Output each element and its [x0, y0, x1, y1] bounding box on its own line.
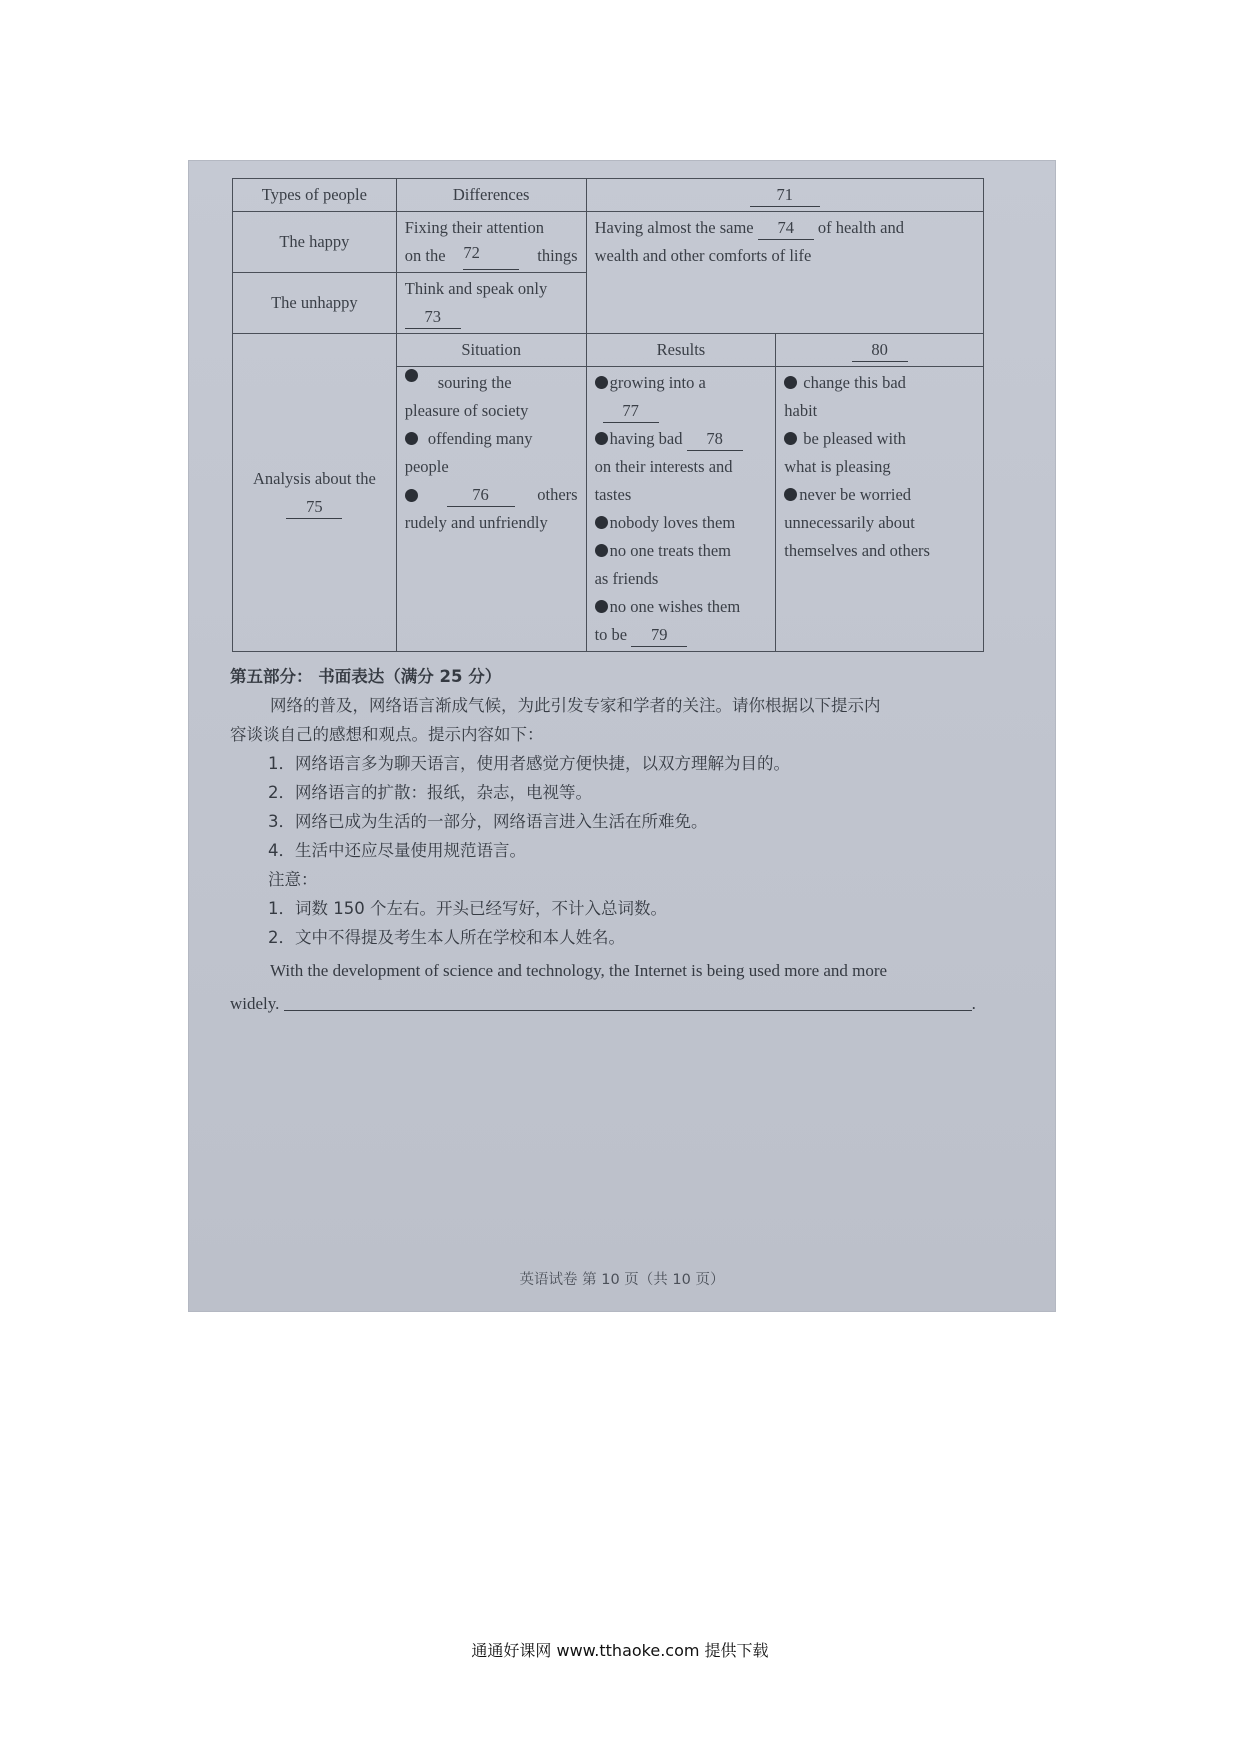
point-1: 1．网络语言多为聊天语言，使用者感觉方便快捷，以双方理解为目的。 — [268, 754, 790, 773]
point-2: 2．网络语言的扩散：报纸，杂志，电视等。 — [268, 783, 592, 802]
col80-text-2a: be pleased with — [803, 429, 906, 448]
page-footer: 英语试卷 第 10 页（共 10 页） — [519, 1272, 725, 1288]
situation-line-5 — [405, 481, 578, 509]
bullet-icon — [784, 432, 797, 445]
blank-73: 73 — [405, 306, 461, 329]
col80-text-1a: change this bad — [803, 373, 906, 392]
header-71 — [586, 179, 983, 212]
bullet-icon — [405, 489, 418, 502]
situation-line-6: rudely and unfriendly — [404, 513, 548, 532]
note-label: 注意： — [268, 870, 318, 889]
sub-header-80 — [776, 334, 984, 367]
shared-comforts-cell — [586, 212, 983, 334]
col80-line-2: habit — [784, 401, 818, 420]
situation-cell — [396, 367, 586, 652]
bullet-icon — [595, 432, 608, 445]
results-text-4a: no one treats them — [609, 541, 732, 560]
happy-diff-line-2 — [405, 242, 578, 270]
situation-text-1a: souring the — [437, 373, 512, 392]
row-happy-label: The happy — [233, 212, 397, 273]
note-1: 1．词数 150 个左右。开头已经写好，不计入总词数。 — [268, 899, 667, 918]
header-differences: Differences — [396, 179, 586, 212]
col80-line-4: what is pleasing — [784, 457, 891, 476]
table-row — [233, 334, 984, 367]
situation-line-2: pleasure of society — [404, 401, 529, 420]
row-unhappy-label: The unhappy — [233, 273, 397, 334]
point-3: 3．网络已成为生活的一部分，网络语言进入生活在所难免。 — [268, 812, 708, 831]
results-text-1a: growing into a — [609, 373, 706, 392]
exam-page-photo — [188, 160, 1056, 1312]
happy-diff-text-2c: things — [537, 246, 578, 265]
unhappy-diff-line-1: Think and speak only — [404, 279, 548, 298]
situation-line-1 — [405, 369, 578, 397]
blank-75: 75 — [286, 496, 342, 519]
sub-header-situation: Situation — [396, 334, 586, 367]
results-line-6 — [595, 509, 768, 537]
results-line-7 — [595, 537, 768, 565]
intro-line-1: 网络的普及，网络语言渐成气候，为此引发专家和学者的关注。请你根据以下提示内 — [270, 696, 881, 715]
table-row — [233, 179, 984, 212]
bullet-icon — [595, 376, 608, 389]
bullet-icon — [595, 544, 608, 557]
results-line-5: tastes — [594, 485, 632, 504]
start-sentence-2-row: widely. . — [230, 994, 976, 1013]
blank-71: 71 — [750, 184, 820, 207]
shared-text-1a: Having almost the same — [594, 218, 754, 237]
results-text-3: nobody loves them — [609, 513, 736, 532]
section-title: 第五部分： 书面表达（满分 25 分） — [230, 667, 502, 686]
blank-76: 76 — [447, 484, 515, 507]
blank-78: 78 — [687, 428, 743, 451]
bullet-icon — [595, 516, 608, 529]
point-4: 4．生活中还应尽量使用规范语言。 — [268, 841, 526, 860]
start-sentence-1: With the development of science and technology, the Internet is being used more and more — [270, 961, 888, 980]
happy-diff-text-1: Fixing their attention — [404, 218, 545, 237]
situation-text-2a: offending many — [427, 429, 533, 448]
table-row — [233, 212, 984, 273]
happy-diff-line-1 — [405, 214, 578, 242]
shared-line-2: wealth and other comforts of life — [594, 246, 812, 265]
blank-79: 79 — [631, 624, 687, 647]
analysis-blank-line — [241, 493, 388, 521]
results-line-10 — [595, 621, 768, 649]
col80-text-3a: never be worried — [799, 485, 912, 504]
bullet-icon — [405, 432, 418, 445]
blank-72: 72 — [463, 242, 519, 270]
results-text-5b: to be — [594, 625, 628, 644]
answer-line[interactable] — [284, 1010, 972, 1011]
unhappy-differences — [396, 273, 586, 334]
results-line-8: as friends — [594, 569, 659, 588]
results-line-2 — [595, 397, 768, 425]
note-2: 2．文中不得提及考生本人所在学校和本人姓名。 — [268, 928, 625, 947]
shared-text-1c: of health and — [817, 218, 904, 237]
blank-74: 74 — [758, 217, 814, 240]
results-line-4: on their interests and — [594, 457, 733, 476]
blank-77: 77 — [603, 400, 659, 423]
start-sentence-2: widely. — [230, 994, 280, 1013]
col80-line-3 — [784, 425, 975, 453]
happy-diff-text-2a: on the — [404, 246, 446, 265]
col80-line-5 — [784, 481, 975, 509]
blank-80: 80 — [852, 339, 908, 362]
results-text-2a: having bad — [609, 429, 683, 448]
happy-differences — [396, 212, 586, 273]
sub-header-results: Results — [586, 334, 776, 367]
shared-line-1 — [595, 214, 975, 242]
results-line-1 — [595, 369, 768, 397]
col80-line-6: unnecessarily about — [784, 513, 915, 532]
bullet-icon — [784, 488, 797, 501]
intro-line-2: 容谈谈自己的感想和观点。提示内容如下： — [230, 725, 544, 744]
analysis-table — [232, 178, 984, 652]
results-line-9 — [595, 593, 768, 621]
header-types: Types of people — [233, 179, 397, 212]
analysis-label: Analysis about the — [252, 468, 376, 488]
bullet-icon — [405, 369, 418, 382]
unhappy-diff-line-2 — [405, 303, 578, 331]
results-cell — [586, 367, 776, 652]
col80-cell — [776, 367, 984, 652]
bullet-icon — [784, 376, 797, 389]
results-text-5a: no one wishes them — [609, 597, 741, 616]
download-credit: 通通好课网 www.tthaoke.com 提供下载 — [471, 1641, 769, 1660]
col80-line-7: themselves and others — [784, 541, 930, 560]
situation-text-3c: others — [537, 485, 578, 504]
situation-line-4: people — [404, 457, 449, 476]
situation-line-3 — [405, 425, 578, 453]
bullet-icon — [595, 600, 608, 613]
analysis-label-cell — [233, 334, 397, 652]
results-line-3 — [595, 425, 768, 453]
col80-line-1 — [784, 369, 975, 397]
writing-section — [230, 662, 1020, 1018]
